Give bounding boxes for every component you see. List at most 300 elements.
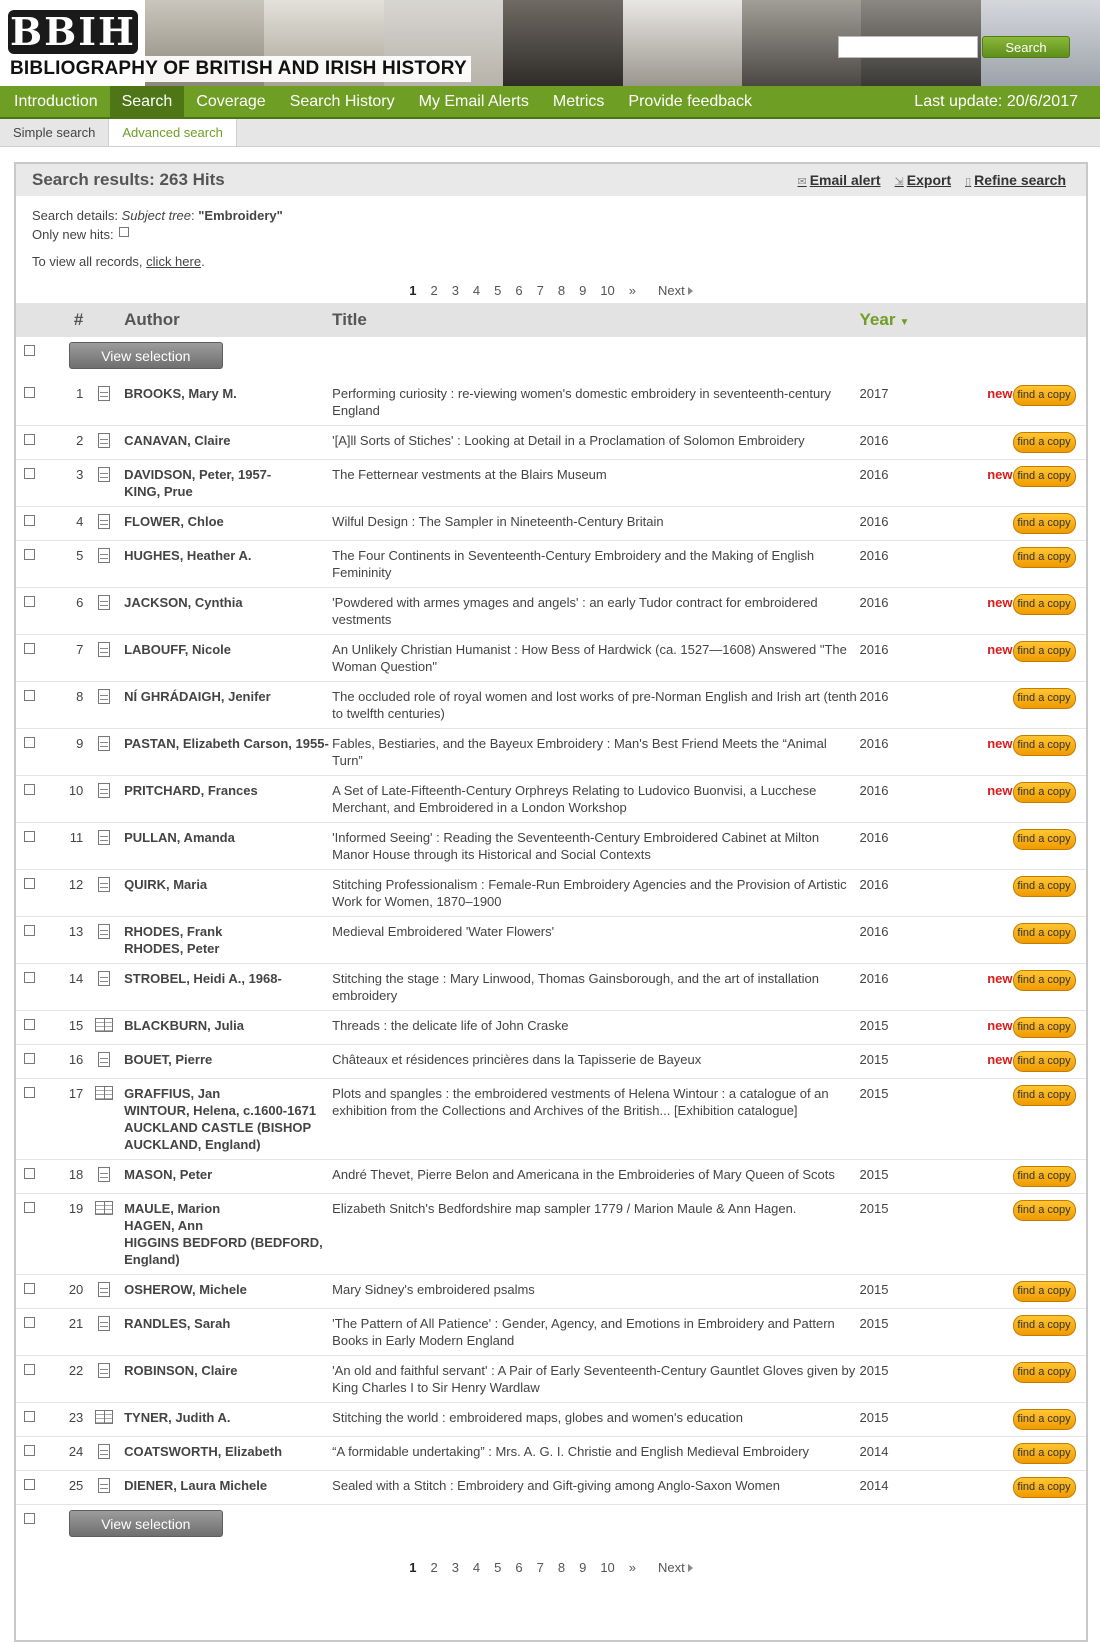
nav-search-history[interactable]: Search History	[289, 93, 395, 110]
table-row	[16, 379, 1086, 426]
row-checkbox[interactable]	[24, 1411, 35, 1422]
book-icon[interactable]	[95, 1201, 113, 1215]
email-alert-link[interactable]: ✉ Email alert	[797, 172, 881, 188]
view-all-link[interactable]: click here	[146, 254, 202, 269]
select-all-checkbox[interactable]	[24, 345, 35, 356]
row-number: 4	[76, 514, 84, 529]
selection-row-bottom	[16, 1505, 1086, 1547]
row-checkbox[interactable]	[24, 878, 35, 889]
main-nav	[0, 86, 1100, 119]
author-cell	[124, 1011, 332, 1045]
author-cell	[124, 541, 332, 588]
results-table	[16, 303, 1086, 1547]
nav-my-email-alerts[interactable]: My Email Alerts	[418, 93, 529, 110]
record-title-link[interactable]: Châteaux et résidences princières dans la Tapisserie de Bayeux	[332, 1052, 702, 1067]
record-title-link[interactable]: The Fetternear vestments at the Blairs Museum	[332, 467, 607, 482]
record-title-link[interactable]: Fables, Bestiaries, and the Bayeux Embroidery : Man's Best Friend Meets the “Animal Turn”	[332, 736, 827, 768]
document-icon[interactable]	[98, 595, 110, 610]
find-a-copy-button[interactable]: find a copy	[1013, 876, 1076, 897]
document-icon[interactable]	[98, 1167, 110, 1182]
row-number: 6	[76, 595, 84, 610]
author-cell	[124, 1160, 332, 1194]
table-row	[16, 1275, 1086, 1309]
new-badge: new	[987, 386, 1013, 401]
record-year: 2016	[859, 433, 889, 448]
row-number: 8	[76, 689, 84, 704]
tab-advanced-search[interactable]: Advanced search	[109, 119, 236, 146]
page-link[interactable]: 4	[472, 1560, 481, 1575]
row-number: 13	[68, 924, 84, 939]
find-a-copy-button[interactable]: find a copy	[1013, 1051, 1076, 1072]
record-year: 2016	[859, 924, 889, 939]
table-row	[16, 635, 1086, 682]
author-link[interactable]: CANAVAN, Claire	[124, 433, 231, 448]
table-row	[16, 682, 1086, 729]
more-pages-link[interactable]: »	[628, 282, 637, 298]
row-checkbox[interactable]	[24, 690, 35, 701]
author-link[interactable]: GRAFFIUS, Jan	[124, 1086, 221, 1101]
record-title-link[interactable]: Wilful Design : The Sampler in Nineteenth-Century Britain	[332, 514, 664, 529]
find-a-copy-button[interactable]: find a copy	[1013, 1409, 1076, 1430]
record-title-link[interactable]: 'The Pattern of All Patience' : Gender, Agency, and Emotions in Embroidery and Pattern Books in Early Modern England	[332, 1316, 835, 1348]
row-checkbox[interactable]	[24, 1053, 35, 1064]
row-checkbox[interactable]	[24, 434, 35, 445]
author-link[interactable]: FLOWER, Chloe	[124, 514, 224, 529]
record-title-link[interactable]: Threads : the delicate life of John Craske	[332, 1018, 569, 1033]
row-checkbox[interactable]	[24, 972, 35, 983]
author-cell	[124, 1275, 332, 1309]
table-row	[16, 823, 1086, 870]
page-link[interactable]: 7	[536, 282, 544, 298]
new-badge: new	[987, 595, 1013, 610]
record-title-link[interactable]: 'An old and faithful servant' : A Pair of Early Seventeenth-Century Gauntlet Gloves given by King Charles I to Sir Henry Wardlaw	[332, 1363, 856, 1395]
record-title-link[interactable]: Sealed with a Stitch : Embroidery and Gift-giving among Anglo-Saxon Women	[332, 1478, 780, 1493]
page-link[interactable]: 10	[600, 1560, 615, 1575]
record-title-link[interactable]: Medieval Embroidered 'Water Flowers'	[332, 924, 555, 939]
find-a-copy-button[interactable]: find a copy	[1013, 1443, 1076, 1464]
export-link[interactable]: ⇲ Export	[894, 172, 952, 188]
record-title-link[interactable]: 'Informed Seeing' : Reading the Seventeenth-Century Embroidered Cabinet at Milton Manor House through its Historical and Social Contexts	[332, 830, 820, 862]
author-cell	[124, 426, 332, 460]
record-year: 2016	[859, 877, 889, 892]
author-link[interactable]: MASON, Peter	[124, 1167, 213, 1182]
page-link[interactable]: 1	[409, 282, 417, 298]
nav-provide-feedback[interactable]: Provide feedback	[628, 93, 753, 110]
document-icon[interactable]	[98, 1478, 110, 1493]
record-year: 2016	[859, 971, 889, 986]
view-all-records: To view all records, click here.	[32, 254, 205, 269]
author-cell	[124, 1471, 332, 1505]
find-a-copy-button[interactable]: find a copy	[1013, 594, 1076, 615]
author-cell	[124, 1437, 332, 1471]
table-row	[16, 870, 1086, 917]
page-link[interactable]: 2	[430, 1560, 438, 1575]
site-header	[0, 0, 1100, 86]
results-header	[16, 164, 1086, 196]
author-cell	[124, 964, 332, 1011]
table-row	[16, 1437, 1086, 1471]
refine-search-link[interactable]: ▯ Refine search	[965, 172, 1066, 188]
record-year: 2015	[859, 1363, 889, 1378]
col-title[interactable]: Title	[332, 310, 367, 329]
record-title-link[interactable]: 'Powdered with armes ymages and angels' : an early Tudor contract for embroidered vestments	[332, 595, 818, 627]
author-link[interactable]: STROBEL, Heidi A., 1968-	[124, 971, 282, 986]
record-year: 2015	[859, 1316, 889, 1331]
table-row	[16, 964, 1086, 1011]
find-a-copy-button[interactable]: find a copy	[1013, 513, 1076, 534]
author-cell	[124, 729, 332, 776]
pagination-bottom	[16, 1555, 1086, 1581]
col-year[interactable]: Year ▼	[859, 310, 910, 329]
document-icon[interactable]	[98, 736, 110, 751]
document-icon[interactable]	[98, 433, 110, 448]
new-badge: new	[987, 1018, 1013, 1033]
author-link[interactable]: LABOUFF, Nicole	[124, 642, 231, 657]
table-row	[16, 1160, 1086, 1194]
author-cell	[124, 1356, 332, 1403]
record-year: 2017	[859, 386, 889, 401]
author-link[interactable]: QUIRK, Maria	[124, 877, 208, 892]
record-year: 2015	[859, 1052, 889, 1067]
find-a-copy-button[interactable]: find a copy	[1013, 1315, 1076, 1336]
author-link[interactable]: NÍ GHRÁDAIGH, Jenifer	[124, 689, 271, 704]
more-pages-link[interactable]: »	[628, 1560, 637, 1575]
next-label: Next	[658, 282, 685, 298]
find-a-copy-button[interactable]: find a copy	[1013, 641, 1076, 662]
row-checkbox[interactable]	[24, 1445, 35, 1456]
row-number: 7	[76, 642, 84, 657]
row-number: 9	[76, 736, 84, 751]
document-icon[interactable]	[98, 877, 110, 892]
author-cell	[124, 917, 332, 964]
document-icon[interactable]	[98, 386, 110, 401]
row-checkbox[interactable]	[24, 1317, 35, 1328]
row-checkbox[interactable]	[24, 1479, 35, 1490]
row-checkbox[interactable]	[24, 596, 35, 607]
author-link[interactable]: COATSWORTH, Elizabeth	[124, 1444, 283, 1459]
site-title: BIBLIOGRAPHY OF BRITISH AND IRISH HISTORY	[6, 56, 471, 82]
record-year: 2016	[859, 783, 889, 798]
author-cell	[124, 870, 332, 917]
page-link[interactable]: 6	[515, 282, 523, 298]
row-checkbox[interactable]	[24, 1283, 35, 1294]
row-number: 21	[68, 1316, 84, 1331]
col-author[interactable]: Author	[124, 310, 180, 329]
new-badge: new	[987, 1052, 1013, 1067]
author-cell	[124, 1079, 332, 1160]
row-checkbox[interactable]	[24, 1168, 35, 1179]
record-year: 2016	[859, 642, 889, 657]
view-selection-button[interactable]: View selection	[69, 1510, 223, 1537]
document-icon[interactable]	[98, 514, 110, 529]
find-a-copy-button[interactable]: find a copy	[1013, 385, 1076, 406]
author-cell	[124, 776, 332, 823]
document-icon[interactable]	[98, 689, 110, 704]
find-a-copy-button[interactable]: find a copy	[1013, 432, 1076, 453]
record-title-link[interactable]: Elizabeth Snitch's Bedfordshire map sampler 1779 / Marion Maule & Ann Hagen.	[332, 1201, 797, 1216]
row-number: 16	[68, 1052, 84, 1067]
search-button[interactable]: Search	[982, 36, 1070, 58]
author-link[interactable]: AUCKLAND CASTLE (BISHOP AUCKLAND, England)	[124, 1120, 311, 1152]
find-a-copy-button[interactable]: find a copy	[1013, 1281, 1076, 1302]
page-link[interactable]: 9	[579, 282, 587, 298]
nav-search[interactable]: Search	[110, 86, 185, 117]
row-number: 2	[76, 433, 84, 448]
row-number: 11	[69, 830, 84, 845]
record-title-link[interactable]: An Unlikely Christian Humanist : How Bess of Hardwick (ca. 1527—1608) Answered "The Woman Question"	[332, 642, 847, 674]
book-icon[interactable]	[95, 1086, 113, 1100]
table-header	[16, 303, 1086, 337]
row-checkbox[interactable]	[24, 643, 35, 654]
search-input[interactable]	[838, 36, 978, 58]
table-row	[16, 541, 1086, 588]
row-number: 22	[68, 1363, 84, 1378]
author-link[interactable]: JACKSON, Cynthia	[124, 595, 243, 610]
find-a-copy-button[interactable]: find a copy	[1013, 735, 1076, 756]
record-title-link[interactable]: '[A]ll Sorts of Stiches' : Looking at Detail in a Proclamation of Solomon Embroidery	[332, 433, 805, 448]
record-year: 2015	[859, 1086, 889, 1101]
author-cell	[124, 460, 332, 507]
page-link[interactable]: 6	[515, 1560, 523, 1575]
document-icon[interactable]	[98, 642, 110, 657]
next-page-link[interactable]	[651, 1560, 700, 1575]
row-number: 25	[68, 1478, 84, 1493]
document-icon[interactable]	[98, 1363, 110, 1378]
find-a-copy-button[interactable]: find a copy	[1013, 1200, 1076, 1221]
new-badge: new	[987, 467, 1013, 482]
find-a-copy-button[interactable]: find a copy	[1013, 1362, 1076, 1383]
author-link[interactable]: TYNER, Judith A.	[124, 1410, 231, 1425]
row-checkbox[interactable]	[24, 468, 35, 479]
sort-down-icon: ▼	[899, 317, 910, 328]
table-row	[16, 460, 1086, 507]
author-cell	[124, 1194, 332, 1275]
author-link[interactable]: BOUET, Pierre	[124, 1052, 213, 1067]
document-icon[interactable]	[98, 1282, 110, 1297]
book-icon[interactable]	[95, 1410, 113, 1424]
banner-photo	[503, 0, 622, 86]
document-icon[interactable]	[98, 830, 110, 845]
table-row	[16, 1471, 1086, 1505]
page-link[interactable]: 10	[600, 282, 615, 298]
document-icon[interactable]	[98, 783, 110, 798]
author-cell	[124, 635, 332, 682]
search-details: Search details: Subject tree: "Embroidery" Only new hits:	[32, 208, 283, 242]
row-checkbox[interactable]	[24, 784, 35, 795]
pagination-top	[16, 277, 1086, 303]
author-link[interactable]: MAULE, Marion	[124, 1201, 221, 1216]
row-checkbox[interactable]	[24, 737, 35, 748]
nav-introduction[interactable]: Introduction	[14, 93, 98, 110]
page-link[interactable]: 5	[494, 1560, 502, 1575]
record-year: 2015	[859, 1167, 889, 1182]
envelope-icon: ✉	[797, 176, 807, 188]
author-link[interactable]: BROOKS, Mary M.	[124, 386, 237, 401]
new-badge: new	[987, 971, 1013, 986]
tab-simple-search[interactable]: Simple search	[0, 119, 109, 146]
next-label: Next	[658, 1560, 685, 1575]
bbih-logo[interactable]: BBIH	[8, 10, 138, 54]
record-year: 2016	[859, 830, 889, 845]
author-link[interactable]: OSHEROW, Michele	[124, 1282, 247, 1297]
table-row	[16, 1045, 1086, 1079]
row-checkbox[interactable]	[24, 1087, 35, 1098]
record-year: 2016	[859, 689, 889, 704]
row-number: 3	[76, 467, 84, 482]
author-link[interactable]: HUGHES, Heather A.	[124, 548, 252, 563]
record-title-link[interactable]: “A formidable undertaking” : Mrs. A. G. I. Christie and English Medieval Embroidery	[332, 1444, 810, 1459]
page-link[interactable]: 4	[472, 282, 481, 298]
author-link[interactable]: WINTOUR, Helena, c.1600-1671	[124, 1103, 317, 1118]
record-title-link[interactable]: Plots and spangles : the embroidered vestments of Helena Wintour : a catalogue of an exhibition from the Collections and Archives of the British... [Exhibition catalogue]	[332, 1086, 829, 1118]
row-number: 12	[68, 877, 84, 892]
record-year: 2015	[859, 1282, 889, 1297]
row-number: 5	[76, 548, 84, 563]
find-a-copy-button[interactable]: find a copy	[1013, 466, 1076, 487]
record-title-link[interactable]: Stitching the stage : Mary Linwood, Thomas Gainsborough, and the art of installation embroidery	[332, 971, 819, 1003]
table-row	[16, 1011, 1086, 1045]
row-number: 24	[68, 1444, 84, 1459]
document-icon[interactable]	[98, 1444, 110, 1459]
chevron-right-icon	[688, 1564, 693, 1572]
page-link[interactable]: 5	[494, 282, 502, 298]
find-a-copy-button[interactable]: find a copy	[1013, 1017, 1076, 1038]
document-icon[interactable]	[98, 971, 110, 986]
row-number: 17	[68, 1086, 84, 1101]
results-panel	[14, 162, 1088, 1642]
table-row	[16, 776, 1086, 823]
author-cell	[124, 379, 332, 426]
record-title-link[interactable]: Stitching the world : embroidered maps, globes and women's education	[332, 1410, 743, 1425]
header-search	[838, 36, 1070, 58]
book-icon[interactable]	[95, 1018, 113, 1032]
row-checkbox[interactable]	[24, 515, 35, 526]
new-badge: new	[987, 783, 1013, 798]
results-actions	[798, 164, 1067, 198]
find-a-copy-button[interactable]: find a copy	[1013, 829, 1076, 850]
row-number: 10	[68, 783, 84, 798]
document-icon[interactable]	[98, 924, 110, 939]
author-cell	[124, 507, 332, 541]
page-link[interactable]: 9	[579, 1560, 587, 1575]
next-page-link[interactable]	[651, 283, 700, 298]
author-link[interactable]: HAGEN, Ann	[124, 1218, 204, 1233]
row-checkbox[interactable]	[24, 549, 35, 560]
row-checkbox[interactable]	[24, 1202, 35, 1213]
search-mode-tabs	[0, 119, 1100, 147]
record-year: 2014	[859, 1478, 889, 1493]
find-a-copy-button[interactable]: find a copy	[1013, 1477, 1076, 1498]
find-a-copy-button[interactable]: find a copy	[1013, 547, 1076, 568]
page-link[interactable]: 1	[409, 1560, 417, 1575]
nav-coverage[interactable]: Coverage	[196, 93, 266, 110]
table-row	[16, 426, 1086, 460]
author-link[interactable]: DIENER, Laura Michele	[124, 1478, 268, 1493]
author-link[interactable]: RHODES, Peter	[124, 941, 220, 956]
author-link[interactable]: PASTAN, Elizabeth Carson, 1955-	[124, 736, 329, 751]
author-link[interactable]: DAVIDSON, Peter, 1957-	[124, 467, 272, 482]
find-a-copy-button[interactable]: find a copy	[1013, 1166, 1076, 1187]
record-year: 2016	[859, 514, 889, 529]
document-icon[interactable]	[98, 467, 110, 482]
find-a-copy-button[interactable]: find a copy	[1013, 688, 1076, 709]
table-row	[16, 1309, 1086, 1356]
page-link[interactable]: 8	[557, 282, 566, 298]
author-link[interactable]: ROBINSON, Claire	[124, 1363, 238, 1378]
author-link[interactable]: RHODES, Frank	[124, 924, 223, 939]
record-title-link[interactable]: The occluded role of royal women and lost works of pre-Norman English and Irish art (tenth to twelfth centuries)	[332, 689, 857, 721]
row-checkbox[interactable]	[24, 831, 35, 842]
document-icon[interactable]	[98, 1316, 110, 1331]
page-link[interactable]: 3	[451, 1560, 459, 1575]
record-title-link[interactable]: Stitching Professionalism : Female-Run Embroidery Agencies and the Provision of Artistic Work for Women, 1870–1900	[332, 877, 847, 909]
record-title-link[interactable]: Performing curiosity : re-viewing women's domestic embroidery in seventeenth-century England	[332, 386, 832, 418]
author-cell	[124, 1403, 332, 1437]
author-link[interactable]: HIGGINS BEDFORD (BEDFORD, England)	[124, 1235, 323, 1267]
find-a-copy-button[interactable]: find a copy	[1013, 1085, 1076, 1106]
row-number: 19	[68, 1201, 84, 1216]
find-a-copy-button[interactable]: find a copy	[1013, 970, 1076, 991]
record-year: 2015	[859, 1201, 889, 1216]
row-checkbox[interactable]	[24, 925, 35, 936]
row-checkbox[interactable]	[24, 1364, 35, 1375]
page-link[interactable]: 7	[536, 1560, 544, 1575]
record-year: 2015	[859, 1018, 889, 1033]
record-year: 2016	[859, 467, 889, 482]
export-icon: ⇲	[894, 176, 904, 188]
record-year: 2014	[859, 1444, 889, 1459]
selection-row-top	[16, 337, 1086, 379]
page-link[interactable]: 8	[557, 1560, 566, 1575]
author-cell	[124, 823, 332, 870]
author-link[interactable]: PULLAN, Amanda	[124, 830, 235, 845]
last-update: Last update: 20/6/2017	[914, 93, 1078, 110]
author-cell	[124, 1309, 332, 1356]
row-checkbox[interactable]	[24, 387, 35, 398]
table-row	[16, 1194, 1086, 1275]
find-a-copy-button[interactable]: find a copy	[1013, 782, 1076, 803]
record-title-link[interactable]: The Four Continents in Seventeenth-Century Embroidery and the Making of English Femininity	[332, 548, 815, 580]
view-selection-button[interactable]: View selection	[69, 342, 223, 369]
col-number: #	[73, 310, 84, 329]
row-checkbox[interactable]	[24, 1019, 35, 1030]
record-title-link[interactable]: A Set of Late-Fifteenth-Century Orphreys Relating to Ludovico Buonvisi, a Lucchese Merchant, and Embroidered in a London Workshop	[332, 783, 817, 815]
banner-photo	[623, 0, 742, 86]
document-icon[interactable]	[98, 548, 110, 563]
page-link[interactable]: 3	[451, 282, 459, 298]
select-all-checkbox[interactable]	[24, 1513, 35, 1524]
record-year: 2015	[859, 1410, 889, 1425]
document-icon[interactable]	[98, 1052, 110, 1067]
row-number: 1	[76, 386, 84, 401]
chevron-right-icon	[688, 287, 693, 295]
table-row	[16, 1079, 1086, 1160]
nav-metrics[interactable]: Metrics	[552, 93, 605, 110]
record-year: 2016	[859, 736, 889, 751]
author-link[interactable]: KING, Prue	[124, 484, 193, 499]
only-new-hits-checkbox[interactable]	[119, 227, 129, 237]
author-link[interactable]: BLACKBURN, Julia	[124, 1018, 244, 1033]
page-link[interactable]: 2	[430, 282, 438, 298]
find-a-copy-button[interactable]: find a copy	[1013, 923, 1076, 944]
author-link[interactable]: PRITCHARD, Frances	[124, 783, 258, 798]
record-year: 2016	[859, 548, 889, 563]
record-title-link[interactable]: Mary Sidney's embroidered psalms	[332, 1282, 535, 1297]
record-title-link[interactable]: André Thevet, Pierre Belon and Americana in the Embroideries of Mary Queen of Scots	[332, 1167, 835, 1182]
row-number: 23	[68, 1410, 84, 1425]
row-number: 15	[68, 1018, 84, 1033]
author-link[interactable]: RANDLES, Sarah	[124, 1316, 231, 1331]
